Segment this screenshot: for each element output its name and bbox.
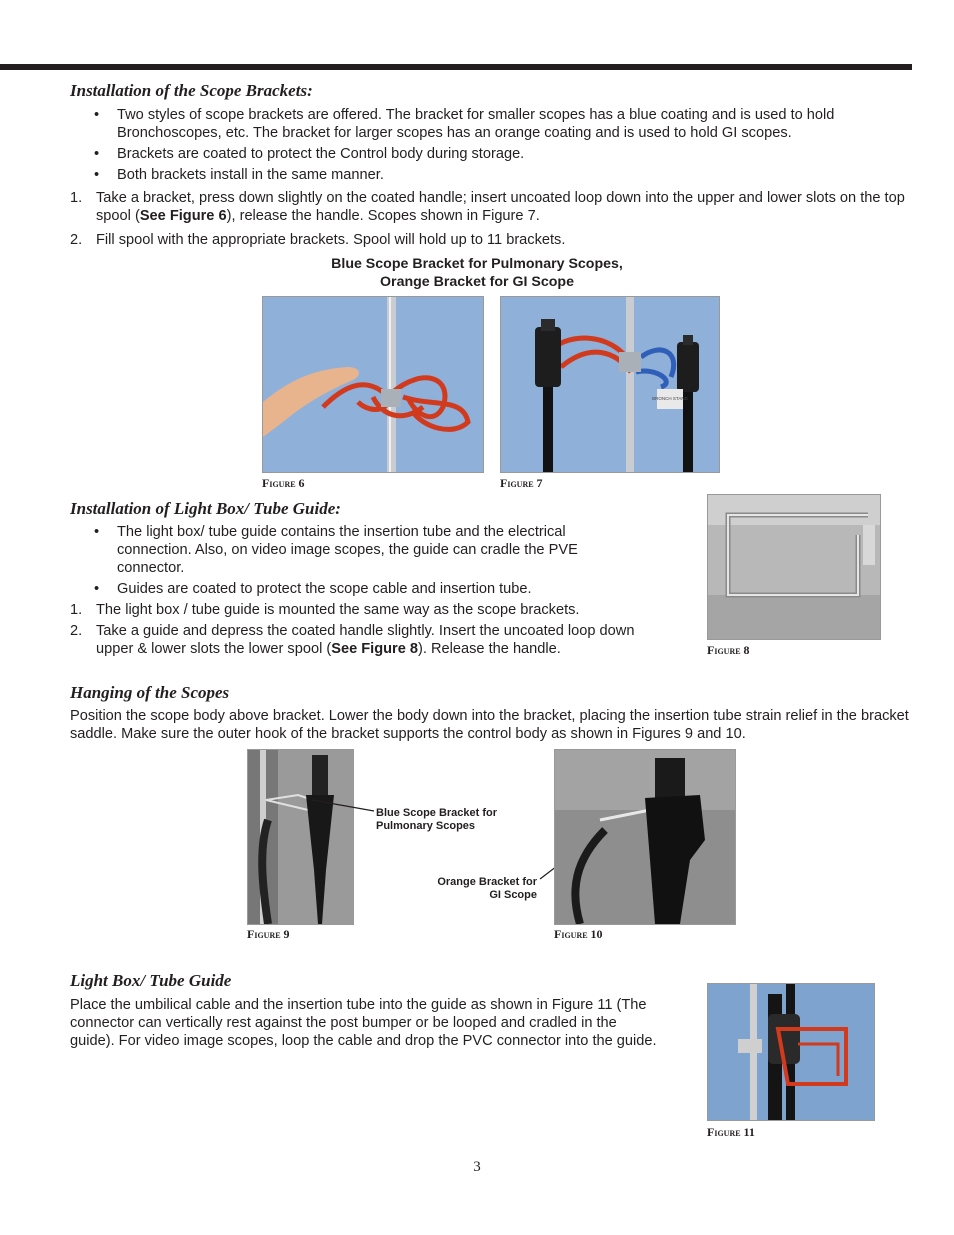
section-heading-hanging: Hanging of the Scopes: [70, 683, 230, 702]
section-heading-tube-guide: Light Box/ Tube Guide: [70, 971, 232, 990]
paragraph-tube-guide: Place the umbilical cable and the insertion tube into the guide as shown in Figure 11 (The connector can vertically rest against the post bumper or be looped and cradled in the guide). For video image scopes, loop the cable and drop the PVC connector into the guide.: [70, 997, 657, 1049]
numbered-step: 2. Take a guide and depress the coated handle slightly. Insert the uncoated loop down upper & lower slots the lower spool (See Figure 8). Release the handle.: [70, 623, 635, 657]
callout-blue-bracket: Blue Scope Bracket for Pulmonary Scopes: [376, 807, 498, 832]
section-heading-light-box: Installation of Light Box/ Tube Guide:: [70, 499, 341, 518]
figure-11-photo: [707, 983, 875, 1121]
figure-group-title: Blue Scope Bracket for Pulmonary Scopes,: [331, 256, 623, 272]
figure-9-caption: Figure 9: [247, 927, 290, 941]
paragraph-hanging: Position the scope body above bracket. Lower the body down into the bracket, placing the insertion tube strain relief in the bracket saddle. Make sure the outer hook of the bracket supports the control body as shown in Figures 9 and 10.: [70, 708, 909, 742]
figure-10-caption: Figure 10: [554, 927, 603, 941]
bullet-item: • Brackets are coated to protect the Control body during storage.: [96, 145, 896, 163]
figure-8-caption: Figure 8: [707, 643, 750, 657]
numbered-step: 1. Take a bracket, press down slightly on the coated handle; insert uncoated loop down into the upper and lower slots on the top spool (See Figure 6), release the handle. Scopes shown in Figure 7.: [70, 190, 905, 224]
page-number: 3: [473, 1159, 481, 1175]
bullet-item: • Guides are coated to protect the scope cable and insertion tube.: [96, 580, 596, 598]
numbered-step: 2. Fill spool with the appropriate brackets. Spool will hold up to 11 brackets.: [70, 232, 566, 248]
figure-6-caption: Figure 6: [262, 476, 305, 490]
figure-7-caption: Figure 7: [500, 476, 543, 490]
bullet-item: • Two styles of scope brackets are offered. The bracket for smaller scopes has a blue coating and is used to hold Bronchoscopes, etc. The bracket for larger scopes has an orange coating and is used to hold GI scopes.: [96, 106, 896, 142]
figure-11-caption: Figure 11: [707, 1125, 755, 1139]
figure-group-title: Orange Bracket for GI Scope: [380, 274, 574, 290]
bullet-item: • The light box/ tube guide contains the insertion tube and the electrical connection. Also, on video image scopes, the guide can cradle the PVE connector.: [96, 523, 596, 577]
figure-10-photo: [554, 749, 736, 925]
bullet-item: • Both brackets install in the same manner.: [96, 166, 896, 184]
section-heading-scope-brackets: Installation of the Scope Brackets:: [70, 81, 313, 100]
callout-orange-bracket: Orange Bracket for GI Scope: [437, 876, 537, 901]
figure-7-stand-label: BRONCH STAND: [652, 396, 688, 401]
numbered-step: 1. The light box / tube guide is mounted the same way as the scope brackets.: [70, 602, 580, 618]
